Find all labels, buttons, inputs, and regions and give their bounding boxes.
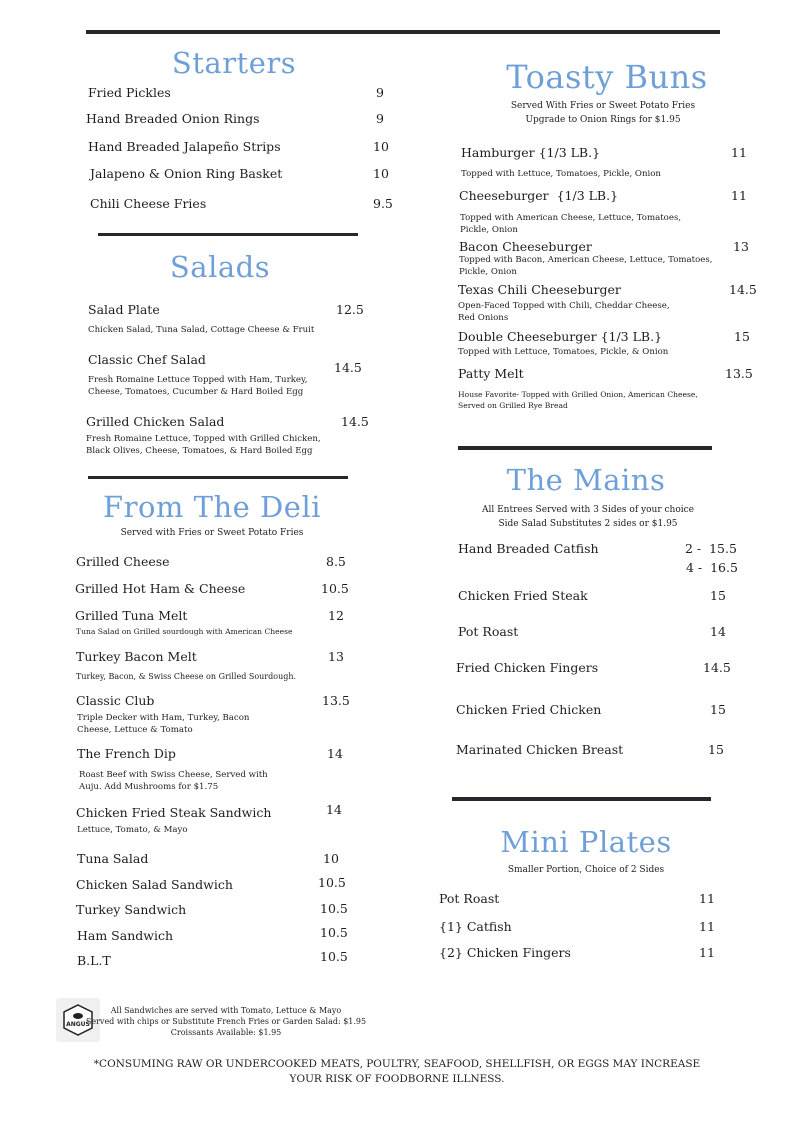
menu-item-name: Chicken Fried Steak bbox=[458, 588, 588, 603]
menu-item-name: Salad Plate bbox=[88, 302, 160, 317]
menu-item-price: 10.5 bbox=[320, 949, 348, 964]
menu-item-price: 13.5 bbox=[322, 693, 350, 708]
menu-item-price: 8.5 bbox=[326, 554, 346, 569]
mini-subtitle: Smaller Portion, Choice of 2 Sides bbox=[507, 865, 665, 875]
menu-item-price: 14 bbox=[326, 802, 342, 817]
food-safety-disclaimer bbox=[47, 1057, 747, 1087]
menu-item-price: 10.5 bbox=[321, 581, 349, 596]
menu-item-name: Double Cheeseburger {1/3 LB.} bbox=[458, 329, 663, 344]
menu-item-description: Roast Beef with Swiss Cheese, Served with Auju. Add Mushrooms for $1.75 bbox=[79, 770, 268, 792]
menu-item-name: {1} Catfish bbox=[439, 919, 512, 934]
menu-item-price: 14.5 bbox=[334, 360, 362, 375]
section-divider bbox=[88, 476, 348, 479]
menu-item-name: Bacon Cheeseburger bbox=[459, 239, 592, 254]
buns-subtitle: Upgrade to Onion Rings for $1.95 bbox=[525, 115, 681, 125]
menu-item-name: Cheeseburger {1/3 LB.} bbox=[459, 188, 619, 203]
menu-item-name: Chicken Salad Sandwich bbox=[76, 877, 233, 892]
menu-item-description: Chicken Salad, Tuna Salad, Cottage Cheese & Fruit bbox=[88, 325, 315, 335]
menu-item-name: Jalapeno & Onion Ring Basket bbox=[90, 166, 283, 181]
menu-item-name: The French Dip bbox=[77, 746, 176, 761]
menu-item-price: 10.5 bbox=[320, 901, 348, 916]
menu-item-price: 14.5 bbox=[703, 660, 731, 675]
menu-item-description: Tuna Salad on Grilled sourdough with American Cheese bbox=[76, 627, 293, 636]
menu-item-price: 13 bbox=[733, 239, 749, 254]
section-divider bbox=[458, 446, 712, 450]
menu-item-name: Turkey Bacon Melt bbox=[76, 649, 197, 664]
menu-item-name: Hand Breaded Jalapeño Strips bbox=[88, 139, 281, 154]
menu-item-name: Fried Pickles bbox=[88, 85, 171, 100]
menu-item-price: 10 bbox=[323, 851, 339, 866]
menu-item-name: Grilled Tuna Melt bbox=[75, 608, 188, 623]
menu-item-description: Topped with Lettuce, Tomatoes, Pickle, Onion bbox=[461, 169, 661, 179]
footer-note: All Sandwiches are served with Tomato, Lettuce & Mayo bbox=[110, 1006, 342, 1015]
buns-subtitle: Served With Fries or Sweet Potato Fries bbox=[510, 101, 696, 111]
menu-item-price: 15 bbox=[734, 329, 750, 344]
menu-item-name: Texas Chili Cheeseburger bbox=[458, 282, 621, 297]
menu-item-name: Grilled Cheese bbox=[76, 554, 170, 569]
section-divider bbox=[98, 233, 358, 236]
menu-item-price: 9 bbox=[376, 111, 384, 126]
menu-item-name: Fried Chicken Fingers bbox=[456, 660, 599, 675]
menu-item-name: Chicken Fried Chicken bbox=[456, 702, 602, 717]
menu-item-description: Fresh Romaine Lettuce Topped with Ham, Turkey, Cheese, Tomatoes, Cucumber & Hard Boiled Egg bbox=[88, 375, 308, 397]
menu-item-description: Topped with Bacon, American Cheese, Lettuce, Tomatoes, Pickle, Onion bbox=[459, 255, 713, 277]
menu-item-name: Chili Cheese Fries bbox=[90, 196, 207, 211]
menu-item-price: 13.5 bbox=[725, 366, 753, 381]
menu-item-name: Pot Roast bbox=[458, 624, 519, 639]
menu-item-price: 14.5 bbox=[341, 414, 369, 429]
buns-heading: Toasty Buns bbox=[506, 58, 708, 96]
logo-text: ANGUS bbox=[66, 1021, 90, 1028]
menu-item-description: Topped with American Cheese, Lettuce, Tomatoes, Pickle, Onion bbox=[460, 213, 682, 235]
menu-item-name: Patty Melt bbox=[458, 366, 524, 381]
menu-item-name: Pot Roast bbox=[439, 891, 500, 906]
menu-item-name: Chicken Fried Steak Sandwich bbox=[76, 805, 272, 820]
menu-item-price: 2 - 15.5 bbox=[685, 541, 737, 556]
menu-item-description: Fresh Romaine Lettuce, Topped with Grilled Chicken, Black Olives, Cheese, Tomatoes, & Hard Boiled Egg bbox=[86, 434, 321, 456]
menu-item-price: 10.5 bbox=[320, 925, 348, 940]
menu-item-name: Turkey Sandwich bbox=[76, 902, 187, 917]
menu-item-name: Hand Breaded Catfish bbox=[458, 541, 599, 556]
menu-item-description: Triple Decker with Ham, Turkey, Bacon Cheese, Lettuce & Tomato bbox=[77, 713, 250, 735]
menu-item-price: 15 bbox=[708, 742, 724, 757]
starters-heading: Starters bbox=[171, 46, 297, 80]
menu-item-price: 11 bbox=[731, 145, 747, 160]
menu-item-price: 10 bbox=[373, 139, 389, 154]
menu-item-name: Grilled Hot Ham & Cheese bbox=[75, 581, 246, 596]
menu-item-price: 10.5 bbox=[318, 875, 346, 890]
menu-item-name: Grilled Chicken Salad bbox=[86, 414, 225, 429]
menu-item-price-secondary: 4 - 16.5 bbox=[686, 560, 738, 575]
menu-item-price: 11 bbox=[699, 891, 715, 906]
menu-item-price: 15 bbox=[710, 588, 726, 603]
menu-item-description: Topped with Lettuce, Tomatoes, Pickle, & Onion bbox=[458, 347, 669, 357]
section-divider bbox=[452, 797, 711, 801]
disclaimer-line: *CONSUMING RAW OR UNDERCOOKED MEATS, POULTRY, SEAFOOD, SHELLFISH, OR EGGS MAY INCREASE bbox=[93, 1058, 701, 1070]
mains-heading: The Mains bbox=[506, 463, 666, 497]
menu-item-price: 11 bbox=[699, 919, 715, 934]
menu-item-name: Tuna Salad bbox=[77, 851, 149, 866]
footer-note: Croissants Available: $1.95 bbox=[170, 1028, 282, 1037]
salads-heading: Salads bbox=[169, 250, 271, 284]
menu-item-price: 14 bbox=[710, 624, 726, 639]
menu-item-price: 15 bbox=[710, 702, 726, 717]
menu-item-price: 14 bbox=[327, 746, 343, 761]
deli-subtitle: Served with Fries or Sweet Potato Fries bbox=[120, 528, 304, 538]
menu-item-price: 12 bbox=[328, 608, 344, 623]
menu-item-price: 13 bbox=[328, 649, 344, 664]
menu-item-price: 11 bbox=[699, 945, 715, 960]
menu-item-name: Marinated Chicken Breast bbox=[456, 742, 624, 757]
menu-item-description: Turkey, Bacon, & Swiss Cheese on Grilled Sourdough. bbox=[76, 672, 297, 681]
menu-item-price: 9 bbox=[376, 85, 384, 100]
menu-item-name: Hand Breaded Onion Rings bbox=[86, 111, 260, 126]
menu-item-price: 11 bbox=[731, 188, 747, 203]
menu-item-name: Ham Sandwich bbox=[77, 928, 173, 943]
disclaimer-line: YOUR RISK OF FOODBORNE ILLNESS. bbox=[289, 1073, 505, 1085]
menu-item-description: Lettuce, Tomato, & Mayo bbox=[77, 825, 188, 835]
mains-subtitle: Side Salad Substitutes 2 sides or $1.95 bbox=[498, 519, 678, 529]
mains-subtitle: All Entrees Served with 3 Sides of your choice bbox=[482, 505, 694, 515]
menu-item-name: {2} Chicken Fingers bbox=[439, 945, 571, 960]
menu-item-price: 14.5 bbox=[729, 282, 757, 297]
menu-item-price: 9.5 bbox=[373, 196, 393, 211]
menu-item-name: Classic Club bbox=[76, 693, 155, 708]
menu-item-description: House Favorite- Topped with Grilled Onion, American Cheese, Served on Grilled Rye Bread bbox=[458, 390, 698, 410]
footer-note: Served with chips or Substitute French Fries or Garden Salad: $1.95 bbox=[85, 1017, 367, 1026]
menu-item-description: Open-Faced Topped with Chili, Cheddar Cheese, Red Onions bbox=[458, 301, 670, 323]
menu-item-name: Hamburger {1/3 LB.} bbox=[461, 145, 601, 160]
menu-item-price: 10 bbox=[373, 166, 389, 181]
menu-item-price: 12.5 bbox=[336, 302, 364, 317]
mini-heading: Mini Plates bbox=[500, 825, 672, 859]
deli-heading: From The Deli bbox=[102, 490, 322, 524]
menu-item-name: B.L.T bbox=[77, 953, 111, 968]
menu-item-name: Classic Chef Salad bbox=[88, 352, 206, 367]
top-divider bbox=[86, 30, 720, 34]
